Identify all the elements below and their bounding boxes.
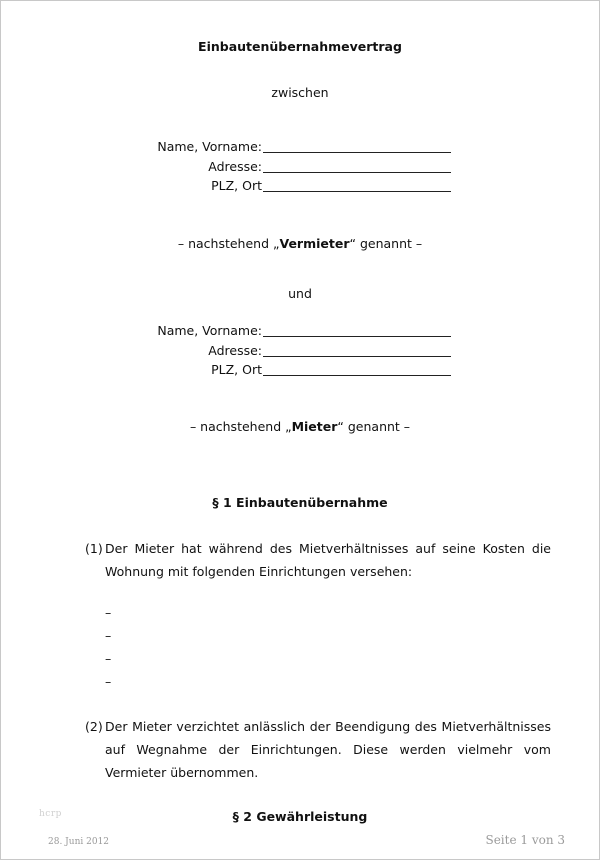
field-label: Name, Vorname:	[157, 139, 262, 154]
section1-heading: § 1 Einbautenübernahme	[212, 495, 388, 510]
list-item: –	[105, 628, 112, 643]
party2-city-field	[1, 362, 600, 380]
party1-designation	[1, 236, 599, 251]
fill-in-line	[263, 152, 451, 153]
footer-date: 28. Juni 2012	[48, 837, 110, 847]
section1-paragraph1	[85, 537, 551, 583]
field-label: Adresse:	[208, 343, 262, 358]
paragraph-number: (1)	[85, 541, 103, 556]
section2-heading: § 2 Gewährleistung	[232, 809, 368, 824]
fill-in-line	[263, 375, 451, 376]
party1-name-field	[1, 139, 600, 157]
designation-suffix: “ genannt –	[349, 236, 423, 251]
fill-in-line	[263, 191, 451, 192]
party1-city-field	[1, 178, 600, 196]
party1-address-field	[1, 159, 600, 177]
list-item: –	[105, 674, 112, 689]
field-label: PLZ, Ort	[211, 178, 262, 193]
fill-in-line	[263, 172, 451, 173]
designation-role: Mieter	[291, 419, 338, 434]
between-text: zwischen	[271, 85, 329, 100]
paragraph-text: Der Mieter hat während des Mietverhältnisses auf seine Kosten die Wohnung mit folgenden Einrichtungen versehen:	[105, 541, 551, 579]
list-item: –	[105, 605, 112, 620]
designation-suffix: “ genannt –	[337, 419, 411, 434]
designation-role: Vermieter	[279, 236, 350, 251]
field-label: PLZ, Ort	[211, 362, 262, 377]
party2-address-field	[1, 343, 600, 361]
designation-prefix: – nachstehend „	[189, 419, 292, 434]
document-title: Einbautenübernahmevertrag	[198, 39, 402, 54]
fill-in-line	[263, 356, 451, 357]
paragraph-number: (2)	[85, 719, 103, 734]
fill-in-line	[263, 336, 451, 337]
party2-designation	[1, 419, 599, 434]
page-number: Seite 1 von 3	[485, 833, 565, 847]
designation-prefix: – nachstehend „	[177, 236, 280, 251]
party2-name-field	[1, 323, 600, 341]
section1-paragraph2	[85, 715, 551, 784]
field-label: Name, Vorname:	[157, 323, 262, 338]
list-item: –	[105, 651, 112, 666]
field-label: Adresse:	[208, 159, 262, 174]
and-text: und	[288, 286, 312, 301]
paragraph-text: Der Mieter verzichtet anlässlich der Beendigung des Mietverhältnisses auf Wegnahme der Einrichtungen. Diese werden vielmehr vom Vermieter übernommen.	[105, 719, 551, 780]
watermark: hcrp	[39, 809, 62, 819]
